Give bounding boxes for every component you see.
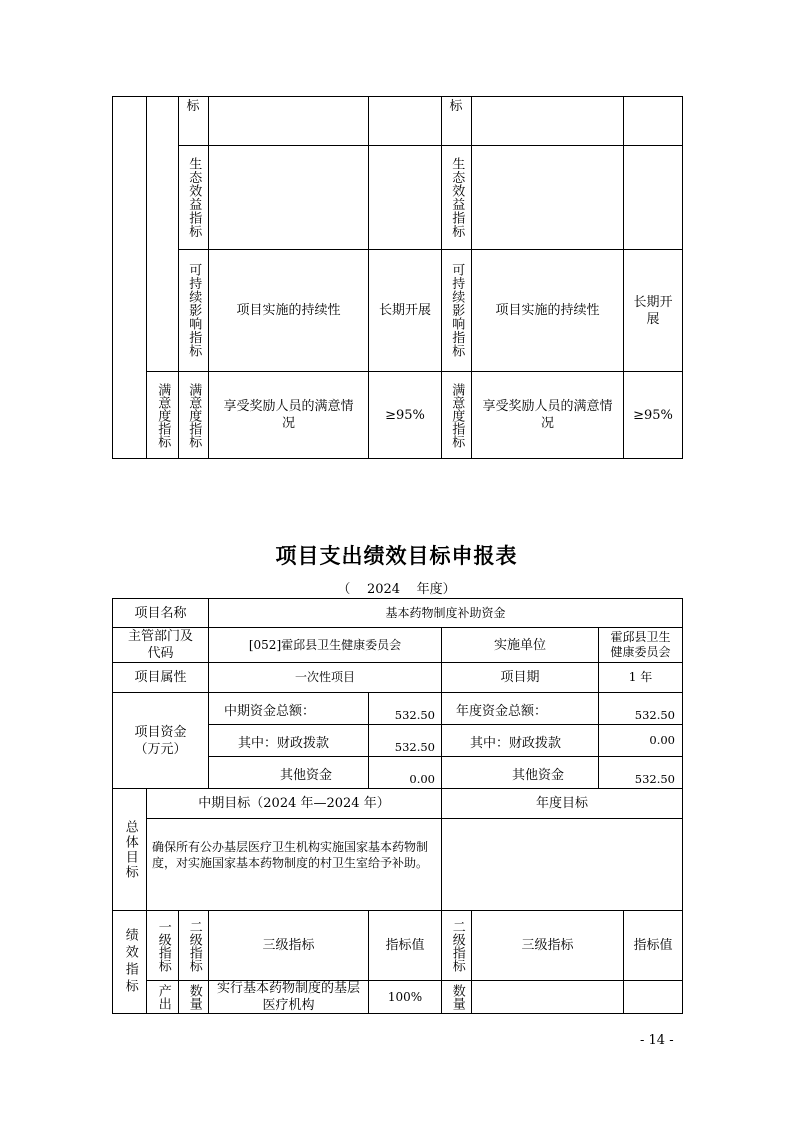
indicator-value: 长期开展 [378, 303, 431, 318]
mid-goal-header: 中期目标（2024 年—2024 年） [198, 796, 390, 811]
mid-fiscal-label: 其中：财政拨款 [238, 736, 330, 751]
mid-goal-text: 确保所有公办基层医疗卫生机构实施国家基本药物制度，对实施国家基本药物制度的村卫生室给予补助。 [152, 840, 429, 870]
perf-label: 绩效指标 [122, 928, 138, 996]
project-name-label: 项目名称 [134, 605, 187, 621]
year-other-value: 532.50 [634, 772, 675, 786]
header-right-value: 指标值 [633, 938, 673, 953]
row1-level2: 数量 [186, 984, 202, 1010]
page-number: - 14 - [640, 1033, 674, 1048]
attr-value: 一次性项目 [294, 670, 355, 684]
year-fiscal-label: 其中：财政拨款 [470, 736, 562, 751]
row-label-sustainable: 可持续影响指标 [186, 263, 202, 358]
mid-total-value: 532.50 [394, 708, 435, 722]
header-level2: 二级指标 [186, 919, 202, 972]
indicator-content: 项目实施的持续性 [236, 303, 341, 318]
year-goal-header: 年度目标 [535, 796, 588, 811]
impl-unit-label: 实施单位 [493, 637, 546, 653]
funds-label: 项目资金（万元） [134, 724, 187, 757]
year-other-label: 其他资金 [512, 768, 565, 783]
year-total-value: 532.50 [634, 708, 675, 722]
header-right-level3: 三级指标 [521, 938, 574, 953]
row-label-sustainable: 可持续影响指标 [449, 263, 465, 358]
header-right-level2: 二级指标 [449, 919, 465, 972]
goal-label: 总体目标 [122, 819, 138, 880]
year-fiscal-value: 0.00 [649, 733, 675, 747]
dept-value: [052]霍邱县卫生健康委员会 [248, 637, 402, 652]
indicator-value: ≥95% [385, 407, 425, 423]
row1-value: 100% [387, 989, 423, 1004]
header-level1: 一级指标 [155, 919, 171, 972]
row-label-satisfaction: 满意度指标 [186, 382, 202, 448]
row-label-ecological: 生态效益指标 [449, 157, 465, 238]
period-value: 1 年 [628, 670, 653, 684]
row-label: 标 [186, 98, 200, 114]
attr-label: 项目属性 [134, 670, 187, 685]
row-label-satisfaction: 满意度指标 [449, 382, 465, 448]
row1-level3: 实行基本药物制度的基层医疗机构 [217, 981, 361, 1013]
mid-fiscal-value: 532.50 [394, 740, 435, 754]
indicator-content: 项目实施的持续性 [495, 303, 600, 318]
period-label: 项目期 [500, 670, 540, 685]
year-line: （ 2024 年度） [337, 582, 456, 597]
indicator-content: 享受奖励人员的满意情况 [482, 399, 613, 431]
row-label: 标 [449, 98, 463, 114]
row1-level1: 产出 [155, 984, 171, 1010]
dept-label: 主管部门及代码 [127, 629, 193, 661]
mid-other-label: 其他资金 [280, 768, 333, 783]
form-title: 项目支出绩效目标申报表 [275, 543, 518, 568]
mid-other-value: 0.00 [409, 772, 435, 786]
mid-total-label: 中期资金总额： [224, 704, 316, 719]
indicator-value: ≥95% [633, 407, 673, 423]
project-name-value: 基本药物制度补助资金 [385, 605, 506, 620]
impl-unit-value: 霍邱县卫生健康委员会 [610, 630, 671, 659]
header-value: 指标值 [385, 938, 425, 953]
row-label-satisfaction: 满意度指标 [155, 382, 171, 448]
indicator-value: 长期开展 [633, 294, 673, 327]
row-label-ecological: 生态效益指标 [186, 157, 202, 238]
header-level3: 三级指标 [262, 938, 315, 953]
row1-right-level2: 数量 [449, 984, 465, 1010]
indicator-content: 享受奖励人员的满意情况 [223, 399, 354, 431]
year-total-label: 年度资金总额： [456, 704, 548, 719]
